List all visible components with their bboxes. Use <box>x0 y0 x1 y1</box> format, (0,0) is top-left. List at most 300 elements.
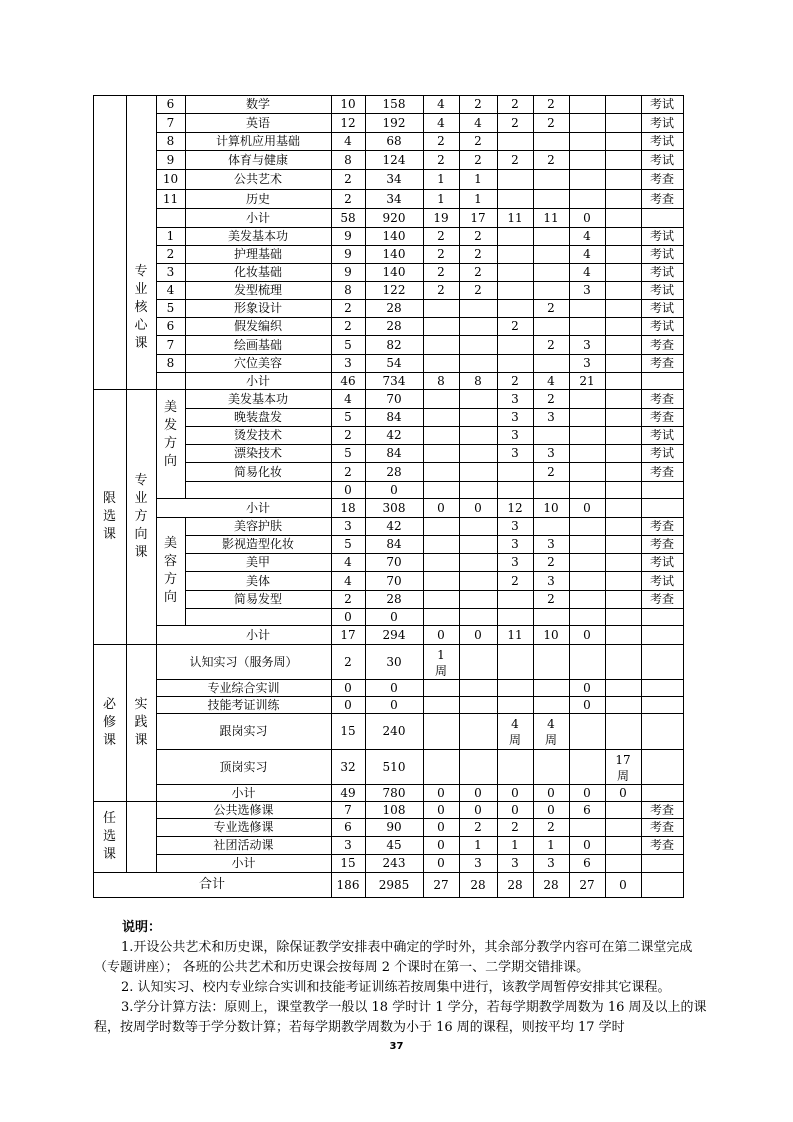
cell-exam <box>641 749 683 784</box>
cell-exam <box>641 713 683 749</box>
cell-exam <box>641 644 683 679</box>
cell-credits: 5 <box>344 337 352 352</box>
cell-t1 <box>423 335 459 354</box>
cell-t1: 19 <box>433 210 449 225</box>
cell-t4: 28 <box>543 877 559 892</box>
cell-hours: 84 <box>386 446 402 460</box>
cell-t1: 27 <box>433 877 449 892</box>
course-name: 社团活动课 <box>213 838 274 852</box>
cell-hours: 0 <box>390 697 398 712</box>
cell-exam: 考试 <box>649 301 674 315</box>
cell-credits: 8 <box>344 283 352 297</box>
cell-t4 <box>533 245 569 263</box>
cell-t2 <box>459 389 497 408</box>
cell-exam: 考试 <box>649 446 674 460</box>
cell-hours: 240 <box>382 724 406 738</box>
cell-t2 <box>459 354 497 372</box>
course-name: 认知实习（服务周） <box>189 654 298 669</box>
cell-t3 <box>497 713 533 749</box>
cell-credits: 7 <box>344 802 352 817</box>
cell-hours: 0 <box>390 609 398 624</box>
cell-hours: 90 <box>386 820 402 834</box>
cell-credits: 9 <box>344 265 352 279</box>
course-name: 小计 <box>231 856 256 870</box>
cell-t4: 2 <box>547 464 555 479</box>
cell-t6: 0 <box>619 785 627 800</box>
cell-t4: 3 <box>547 573 555 588</box>
cell-exam <box>641 208 683 227</box>
cell-t1 <box>423 535 459 553</box>
cell-t4: 3 <box>547 856 555 870</box>
cell-hours: 124 <box>382 152 406 167</box>
cell-t4: 2 <box>547 555 555 569</box>
cell-t2 <box>459 408 497 426</box>
cell-t1 <box>423 553 459 571</box>
cell-credits: 49 <box>340 785 356 800</box>
cell-t3: 0 <box>511 785 519 800</box>
cell-t3: 2 <box>511 573 519 588</box>
group-label-char: 向 <box>163 590 177 605</box>
cell-t6 <box>605 553 641 571</box>
course-name: 影视造型化妆 <box>221 537 294 551</box>
cell-no <box>156 498 185 517</box>
cell-hours: 70 <box>386 391 402 406</box>
cell-t1: 2 <box>437 152 445 167</box>
cell-t5 <box>569 590 605 608</box>
cell-t6 <box>605 335 641 354</box>
cell-t1: 0 <box>437 802 445 817</box>
cell-hours: 34 <box>386 172 402 186</box>
course-name: 晚装盘发 <box>233 410 282 424</box>
cell-credits: 0 <box>344 697 352 712</box>
group-label-char: 课 <box>134 544 148 560</box>
cell-credits: 2 <box>344 428 352 442</box>
course-name: 小计 <box>231 785 256 800</box>
cell-t1: 0 <box>437 785 445 800</box>
cell-t3 <box>497 354 533 372</box>
cell-t4 <box>533 281 569 299</box>
cell-t5: 27 <box>579 877 595 892</box>
note-item-1: 1.开设公共艺术和历史课，除保证教学安排表中确定的学时外，其余部分教学内容可在第二课堂完成（专题讲座）； 各班的公共艺术和历史课会按每周 2 个课时在第一、二学期交错排课。 <box>94 940 693 975</box>
cell-hours: 82 <box>386 337 402 352</box>
cell-week-unit: 周 <box>544 733 557 747</box>
cell-hours: 30 <box>386 654 402 669</box>
cell-t1: 2 <box>437 134 445 148</box>
cell-t1 <box>423 644 459 679</box>
cell-t6 <box>605 408 641 426</box>
cell-t6 <box>605 169 641 189</box>
group-label-char: 业 <box>134 282 148 297</box>
cell-t3: 2 <box>511 373 519 388</box>
cell-t2: 28 <box>470 877 486 892</box>
cell-hours: 68 <box>386 134 402 148</box>
cell-exam: 考查 <box>649 337 674 352</box>
cell-hours: 42 <box>386 519 402 533</box>
cell-exam: 考查 <box>649 537 674 551</box>
group-label-practice <box>126 644 156 801</box>
cell-no: 8 <box>166 356 175 370</box>
cell-t1 <box>423 749 459 784</box>
cell-credits: 5 <box>344 446 352 460</box>
cell-hours: 122 <box>382 283 406 297</box>
cell-t2 <box>459 571 497 590</box>
cell-t1: 8 <box>437 373 445 388</box>
notes-section <box>94 918 714 1038</box>
cell-t6 <box>605 498 641 517</box>
cell-exam: 考查 <box>649 802 674 817</box>
cell-t2 <box>459 679 497 696</box>
cell-week-unit: 周 <box>508 733 521 747</box>
cell-t3 <box>497 169 533 189</box>
cell-t6 <box>605 571 641 590</box>
cell-t4 <box>533 481 569 498</box>
cell-t3: 12 <box>507 500 523 515</box>
group-label-limited <box>93 389 126 644</box>
cell-t4: 11 <box>543 210 559 225</box>
cell-t5 <box>569 553 605 571</box>
cell-credits: 8 <box>344 152 352 167</box>
cell-week-number: 4 <box>511 717 519 731</box>
cell-hours: 140 <box>382 247 406 261</box>
cell-t1 <box>423 590 459 608</box>
cell-t1 <box>423 408 459 426</box>
cell-hours: 158 <box>382 97 406 111</box>
cell-t3: 3 <box>511 537 519 551</box>
cell-t6 <box>605 444 641 462</box>
cell-t6 <box>605 836 641 854</box>
cell-credits: 15 <box>340 724 356 738</box>
cell-t5: 0 <box>583 680 591 695</box>
cell-exam: 考查 <box>649 391 674 406</box>
course-name: 公共艺术 <box>233 172 282 186</box>
cell-t3 <box>497 299 533 317</box>
cell-credits: 5 <box>344 410 352 424</box>
group-label-char: 课 <box>102 846 116 862</box>
group-label-char: 践 <box>134 714 148 730</box>
cell-no: 7 <box>166 337 175 352</box>
cell-t1 <box>423 299 459 317</box>
cell-t5: 0 <box>583 210 591 225</box>
group-label-char: 实 <box>134 696 148 712</box>
course-name: 美发基本功 <box>227 229 288 243</box>
cell-exam <box>641 872 683 897</box>
cell-exam: 考试 <box>649 115 674 130</box>
cell-t6 <box>605 481 641 498</box>
notes-title: 说明： <box>122 920 162 935</box>
cell-t2 <box>459 462 497 481</box>
cell-t6 <box>605 644 641 679</box>
cell-t2: 2 <box>474 97 482 111</box>
course-name: 数学 <box>245 97 270 111</box>
cell-credits: 4 <box>344 391 352 406</box>
course-name: 美甲 <box>245 555 270 569</box>
cell-credits: 15 <box>340 856 356 870</box>
cell-t4 <box>533 132 569 150</box>
cell-credits: 46 <box>340 373 356 388</box>
cell-t3 <box>497 481 533 498</box>
cell-t2: 1 <box>474 172 482 186</box>
cell-no <box>156 372 185 389</box>
course-name <box>185 481 331 498</box>
cell-t4 <box>533 517 569 535</box>
cell-t6 <box>605 150 641 169</box>
cell-no <box>156 625 185 644</box>
cell-t6 <box>605 189 641 208</box>
group-label-char: 美 <box>163 536 177 551</box>
course-name: 烫发技术 <box>233 428 282 442</box>
cell-t5: 0 <box>583 785 591 800</box>
cell-t3: 3 <box>511 446 519 460</box>
course-name: 简易发型 <box>233 592 282 606</box>
cell-t5 <box>569 189 605 208</box>
cell-hours: 0 <box>390 680 398 695</box>
cell-no <box>156 517 185 535</box>
cell-t1: 0 <box>437 838 445 852</box>
cell-t2: 0 <box>474 802 482 817</box>
cell-t2: 0 <box>474 785 482 800</box>
course-name: 假发编织 <box>233 319 282 333</box>
cell-t4 <box>533 713 569 749</box>
cell-exam: 考试 <box>649 152 674 167</box>
cell-t6 <box>605 608 641 625</box>
cell-t6 <box>605 462 641 481</box>
cell-t3: 28 <box>507 877 523 892</box>
cell-credits: 32 <box>340 759 356 774</box>
course-name: 合计 <box>198 877 225 892</box>
cell-credits: 0 <box>344 680 352 695</box>
cell-t2: 2 <box>474 247 482 261</box>
cell-t2: 2 <box>474 229 482 243</box>
cell-t4 <box>533 169 569 189</box>
course-name: 美发基本功 <box>227 391 288 406</box>
course-name: 漂染技术 <box>233 446 282 460</box>
cell-t3 <box>497 335 533 354</box>
cell-t4: 2 <box>547 301 555 315</box>
cell-hours: 2985 <box>378 877 410 892</box>
course-name: 绘画基础 <box>233 337 282 352</box>
cell-t2 <box>459 535 497 553</box>
cell-t6 <box>605 95 641 113</box>
grid-line <box>93 897 684 898</box>
cell-t4: 2 <box>547 337 555 352</box>
cell-t2: 2 <box>474 820 482 834</box>
cell-t3: 3 <box>511 555 519 569</box>
cell-t1: 0 <box>437 627 445 642</box>
cell-t5 <box>569 113 605 132</box>
cell-t4: 2 <box>547 115 555 130</box>
cell-exam: 考试 <box>649 97 674 111</box>
cell-hours: 54 <box>386 356 402 370</box>
cell-week-unit: 周 <box>616 769 629 783</box>
course-name: 简易化妆 <box>233 464 282 479</box>
cell-t2: 2 <box>474 134 482 148</box>
cell-t1 <box>423 517 459 535</box>
cell-exam <box>641 696 683 713</box>
cell-t4: 2 <box>547 391 555 406</box>
cell-t3: 2 <box>511 820 519 834</box>
cell-t5 <box>569 169 605 189</box>
cell-t6 <box>605 372 641 389</box>
cell-exam: 考试 <box>649 319 674 333</box>
course-name: 穴位美容 <box>233 356 282 370</box>
cell-t5: 21 <box>579 373 595 388</box>
cell-no <box>156 426 185 444</box>
cell-t3 <box>497 696 533 713</box>
note-item-2: 2. 认知实习、校内专业综合实训和技能考证训练若按周集中进行，该教学周暂停安排其它课程。 <box>121 980 671 995</box>
group-label-char: 向 <box>163 454 177 469</box>
cell-hours: 780 <box>382 785 406 800</box>
cell-hours: 308 <box>382 500 406 515</box>
cell-t1 <box>423 462 459 481</box>
cell-credits: 3 <box>344 519 352 533</box>
group-label-char: 专 <box>134 264 148 279</box>
cell-exam: 考试 <box>649 555 674 569</box>
cell-hours: 192 <box>382 115 406 130</box>
cell-t3 <box>497 281 533 299</box>
cell-t5 <box>569 517 605 535</box>
cell-t4: 3 <box>547 410 555 424</box>
cell-t1 <box>423 354 459 372</box>
cell-t5 <box>569 608 605 625</box>
cell-no: 5 <box>166 301 175 315</box>
cell-t3 <box>497 263 533 281</box>
cell-exam <box>641 608 683 625</box>
cell-hours: 108 <box>382 802 406 817</box>
cell-t3: 3 <box>511 428 519 442</box>
cell-no <box>156 408 185 426</box>
cell-t1 <box>423 679 459 696</box>
cell-hours: 84 <box>386 537 402 551</box>
cell-t6 <box>605 426 641 444</box>
group-label-char: 容 <box>163 554 177 569</box>
cell-exam: 考查 <box>649 191 674 206</box>
cell-t3 <box>497 749 533 784</box>
cell-hours: 28 <box>386 464 402 479</box>
cell-t4 <box>533 317 569 335</box>
cell-hours: 510 <box>382 759 406 774</box>
cell-t6 <box>605 517 641 535</box>
cell-t2 <box>459 299 497 317</box>
cell-t4: 2 <box>547 592 555 606</box>
cell-t6 <box>605 389 641 408</box>
cell-t1: 1 <box>437 172 445 186</box>
group-label-char: 课 <box>102 526 116 542</box>
cell-no: 10 <box>162 172 179 186</box>
cell-credits: 2 <box>344 464 352 479</box>
cell-t2 <box>459 713 497 749</box>
cell-t4: 0 <box>547 785 555 800</box>
cell-exam: 考试 <box>649 428 674 442</box>
cell-credits: 6 <box>344 820 352 834</box>
cell-t1 <box>423 608 459 625</box>
cell-t5: 0 <box>583 838 591 852</box>
cell-exam: 考查 <box>649 356 674 370</box>
cell-t2 <box>459 517 497 535</box>
group-label-char: 核 <box>134 300 148 315</box>
cell-t5 <box>569 408 605 426</box>
cell-t2 <box>459 335 497 354</box>
cell-hours: 243 <box>382 856 406 870</box>
grid-line <box>683 95 684 898</box>
cell-t5 <box>569 317 605 335</box>
cell-t4: 3 <box>547 537 555 551</box>
cell-exam: 考查 <box>649 464 674 479</box>
cell-t1 <box>423 317 459 335</box>
cell-t3 <box>497 462 533 481</box>
cell-credits: 3 <box>344 838 352 852</box>
course-name: 历史 <box>245 191 270 206</box>
course-name: 技能考证训练 <box>207 697 280 712</box>
cell-no <box>156 462 185 481</box>
group-label-char: 选 <box>102 508 116 524</box>
cell-t1: 4 <box>437 97 445 111</box>
cell-hours: 140 <box>382 265 406 279</box>
course-name: 体育与健康 <box>227 152 288 167</box>
cell-exam: 考试 <box>649 573 674 588</box>
cell-t4 <box>533 354 569 372</box>
cell-t3: 2 <box>511 115 519 130</box>
cell-exam <box>641 854 683 872</box>
cell-t5: 4 <box>583 265 591 279</box>
cell-no: 1 <box>166 229 175 243</box>
cell-t5: 4 <box>583 247 591 261</box>
cell-t1: 2 <box>437 247 445 261</box>
cell-t6 <box>605 208 641 227</box>
group-label-char: 方 <box>163 436 177 451</box>
cell-exam: 考试 <box>649 247 674 261</box>
cell-t6 <box>605 245 641 263</box>
cell-t2 <box>459 590 497 608</box>
course-name: 专业综合实训 <box>207 680 280 695</box>
cell-t5 <box>569 150 605 169</box>
cell-t4: 10 <box>543 500 559 515</box>
group-label-char: 方 <box>163 572 177 587</box>
cell-no: 9 <box>166 152 175 167</box>
cell-t5: 6 <box>583 856 591 870</box>
cell-t3: 3 <box>511 856 519 870</box>
course-name: 公共选修课 <box>213 802 274 817</box>
cell-exam: 考查 <box>649 172 674 186</box>
group-label-char: 心 <box>134 318 148 333</box>
cell-t1 <box>423 696 459 713</box>
cell-exam <box>641 679 683 696</box>
cell-t3 <box>497 590 533 608</box>
cell-t2 <box>459 608 497 625</box>
cell-hours: 734 <box>382 373 406 388</box>
cell-t6 <box>605 854 641 872</box>
cell-t5 <box>569 713 605 749</box>
cell-t1: 0 <box>437 500 445 515</box>
cell-t3 <box>497 644 533 679</box>
cell-t6 <box>605 590 641 608</box>
cell-credits: 9 <box>344 229 352 243</box>
cell-t6 <box>605 227 641 245</box>
cell-credits: 186 <box>336 877 360 892</box>
course-name: 形象设计 <box>233 301 282 315</box>
cell-t5 <box>569 132 605 150</box>
cell-t3 <box>497 132 533 150</box>
cell-t6 <box>605 354 641 372</box>
cell-t3: 3 <box>511 519 519 533</box>
cell-t6 <box>605 281 641 299</box>
cell-t2 <box>459 444 497 462</box>
group-label-char: 课 <box>134 336 148 351</box>
cell-credits: 9 <box>344 247 352 261</box>
cell-t1 <box>423 713 459 749</box>
cell-t3: 0 <box>511 802 519 817</box>
group-label-char: 发 <box>163 418 177 433</box>
cell-t1 <box>423 389 459 408</box>
